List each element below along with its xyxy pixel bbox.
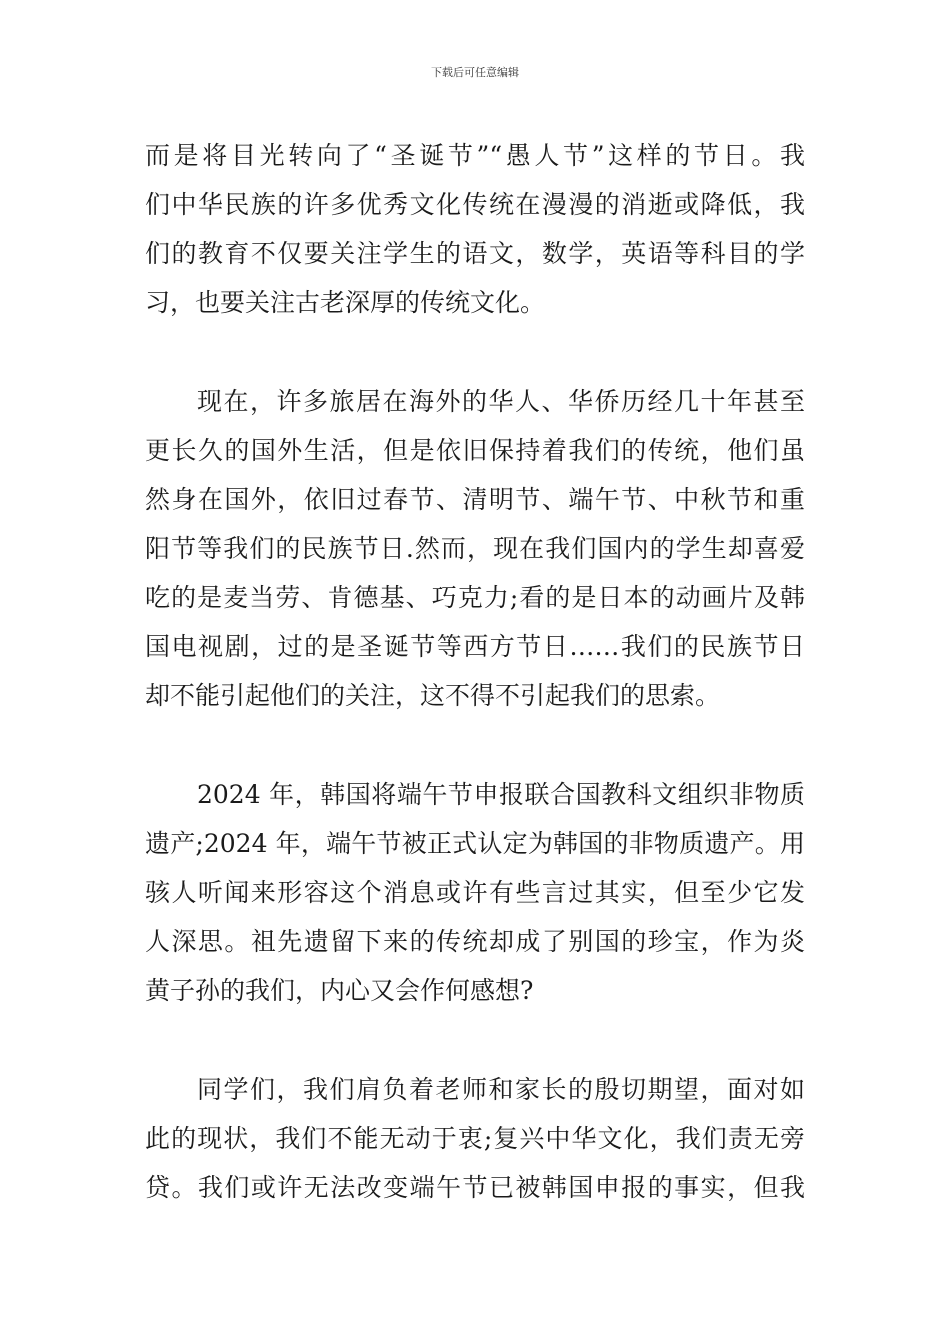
text-line: 现在，许多旅居在海外的华人、华侨历经几十年甚至	[197, 387, 805, 416]
text-line: 人深思。祖先遗留下来的传统却成了别国的珍宝，作为炎	[145, 927, 805, 956]
text-line: 然身在国外，依旧过春节、清明节、端午节、中秋节和重	[145, 485, 805, 514]
text-line: 更长久的国外生活，但是依旧保持着我们的传统，他们虽	[145, 436, 805, 465]
text-line: 却不能引起他们的关注，这不得不引起我们的思索。	[145, 681, 721, 710]
text-line: 而是将目光转向了“圣诞节”“愚人节”这样的节日。我	[145, 141, 805, 170]
page-header: 下载后可任意编辑	[431, 66, 519, 79]
text-line: 吃的是麦当劳、肯德基、巧克力;看的是日本的动画片及韩	[145, 583, 805, 612]
paragraph-4	[145, 1065, 805, 1212]
paragraph-2	[145, 377, 805, 720]
text-line: 贷。我们或许无法改变端午节已被韩国申报的事实，但我	[145, 1173, 805, 1202]
text-line: 此的现状，我们不能无动于衷;复兴中华文化，我们责无旁	[145, 1124, 805, 1153]
text-line: 们中华民族的许多优秀文化传统在漫漫的消逝或降低，我	[145, 190, 805, 219]
text-line: 黄子孙的我们，内心又会作何感想?	[145, 976, 534, 1005]
paragraph-gap	[145, 720, 805, 770]
text-line: 骇人听闻来形容这个消息或许有些言过其实，但至少它发	[145, 878, 805, 907]
document-body	[145, 131, 805, 1212]
paragraph-3	[145, 770, 805, 1015]
text-line: 国电视剧，过的是圣诞节等西方节日……我们的民族节日	[145, 632, 805, 661]
text-line: 习，也要关注古老深厚的传统文化。	[145, 288, 546, 317]
text-line: 们的教育不仅要关注学生的语文，数学，英语等科目的学	[145, 239, 805, 268]
text-line: 2024 年，韩国将端午节申报联合国教科文组织非物质	[197, 780, 805, 809]
paragraph-gap	[145, 327, 805, 377]
paragraph-1	[145, 131, 805, 327]
text-line: 阳节等我们的民族节日.然而，现在我们国内的学生却喜爱	[145, 534, 805, 563]
text-line: 遗产;2024 年，端午节被正式认定为韩国的非物质遗产。用	[145, 829, 805, 858]
paragraph-gap	[145, 1015, 805, 1065]
text-line: 同学们，我们肩负着老师和家长的殷切期望，面对如	[197, 1075, 805, 1104]
